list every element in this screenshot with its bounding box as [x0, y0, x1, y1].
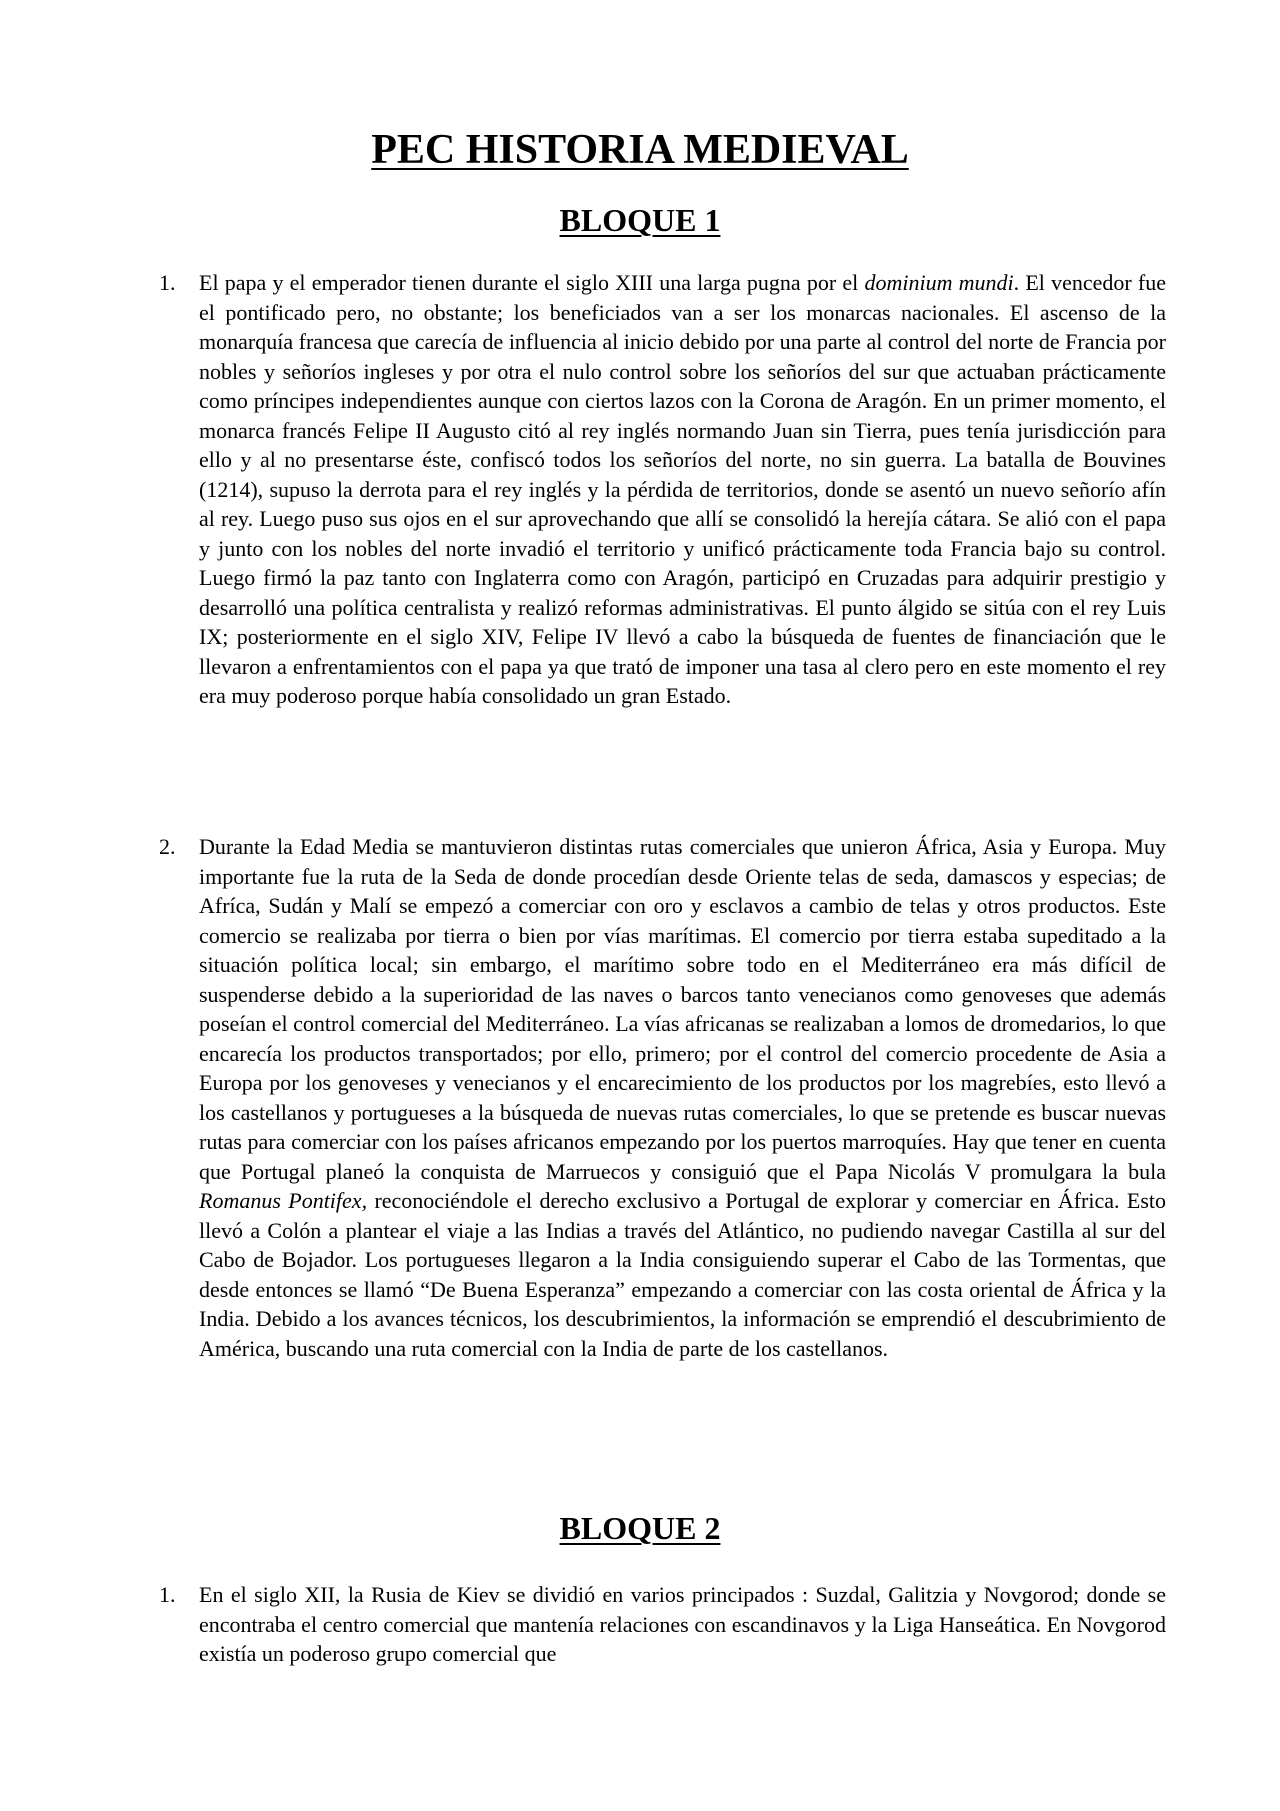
paragraph-text: El papa y el emperador tienen durante el siglo XIII una larga pugna por el: [199, 270, 865, 295]
italic-term: dominium mundi: [864, 270, 1014, 295]
paragraph-text: En el siglo XII, la Rusia de Kiev se dividió en varios principados : Suzdal, Galitzia y Novgorod; donde se encontraba el centro comercial que mantenía relaciones con escandinavos y la Liga Hanseática. En Novgorod existía un poderoso grupo comercial que: [199, 1582, 1166, 1666]
paragraph: [199, 268, 1166, 711]
paragraph: [199, 1580, 1166, 1669]
paragraph-text: Durante la Edad Media se mantuvieron distintas rutas comerciales que unieron África, Asia y Europa. Muy importante fue la ruta de la Seda de donde procedían desde Oriente telas de seda, damascos y especias; de Afríca, Sudán y Malí se empezó a comerciar con oro y esclavos a cambio de telas y otros productos. Este comercio se realizaba por tierra o bien por vías marítimas. El comercio por tierra estaba supeditado a la situación política local; sin embargo, el marítimo sobre todo en el Mediterráneo era más difícil de suspenderse debido a la superioridad de las naves o barcos tanto venecianos como genoveses que además poseían el control comercial del Mediterráneo. La vías africanas se realizaban a lomos de dromedarios, lo que encarecía los productos transportados; por ello, primero; por el control del comercio procedente de Asia a Europa por los genoveses y venecianos y el encarecimiento de los productos por los magrebíes, esto llevó a los castellanos y portugueses a la búsqueda de nuevas rutas comerciales, lo que se pretende es buscar nuevas rutas para comerciar con los países africanos empezando por los puertos marroquíes. Hay que tener en cuenta que Portugal planeó la conquista de Marruecos y consiguió que el Papa Nicolás V promulgara la bula: [199, 834, 1166, 1184]
document-title: PEC HISTORIA MEDIEVAL: [371, 127, 909, 173]
block-1-item-1: [159, 268, 1167, 711]
block-1-heading: BLOQUE 1: [559, 202, 721, 238]
paragraph-text: . El vencedor fue el pontificado pero, no obstante; los beneficiados van a ser los monarcas nacionales. El ascenso de la monarquía francesa que carecía de influencia al inicio debido por una parte al control del norte de Francia por nobles y señoríos ingleses y por otra el nulo control sobre los señoríos del sur que actuaban prácticamente como príncipes independientes aunque con ciertos lazos con la Corona de Aragón. En un primer momento, el monarca francés Felipe II Augusto citó al rey inglés normando Juan sin Tierra, pues tenía jurisdicción para ello y al no presentarse éste, confiscó todos los señoríos del norte, no sin guerra. La batalla de Bouvines (1214), supuso la derrota para el rey inglés y la pérdida de territorios, donde se asentó un nuevo señorío afín al rey. Luego puso sus ojos en el sur aprovechando que allí se consolidó la herejía cátara. Se alió con el papa y junto con los nobles del norte invadió el territorio y unificó prácticamente toda Francia bajo su control. Luego firmó la paz tanto con Inglaterra como con Aragón, participó en Cruzadas para adquirir prestigio y desarrolló una política centralista y realizó reformas administrativas. El punto álgido se sitúa con el rey Luis IX; posteriormente en el siglo XIV, Felipe IV llevó a cabo la búsqueda de fuentes de financiación que le llevaron a enfrentamientos con el papa ya que trató de imponer una tasa al clero pero en este momento el rey era muy poderoso porque había consolidado un gran Estado.: [199, 270, 1167, 708]
paragraph: [199, 832, 1166, 1363]
italic-term: Romanus Pontifex,: [199, 1188, 368, 1213]
paragraph-text: reconociéndole el derecho exclusivo a Portugal de explorar y comerciar en África. Esto llevó a Colón a plantear el viaje a las Indias a través del Atlántico, no pudiendo navegar Castilla al sur del Cabo de Bojador. Los portugueses llegaron a la India consiguiendo superar el Cabo de las Tormentas, que desde entonces se llamó “De Buena Esperanza” empezando a comerciar con las costa oriental de África y la India. Debido a los avances técnicos, los descubrimientos, la información se emprendió el descubrimiento de América, buscando una ruta comercial con la India de parte de los castellanos.: [199, 1188, 1166, 1361]
block-2-item-1: [159, 1580, 1166, 1669]
block-1-item-2: [159, 832, 1166, 1363]
list-number: 1.: [159, 1582, 176, 1607]
list-number: 2.: [159, 834, 176, 859]
list-number: 1.: [159, 270, 176, 295]
block-2-heading: BLOQUE 2: [559, 1510, 721, 1546]
